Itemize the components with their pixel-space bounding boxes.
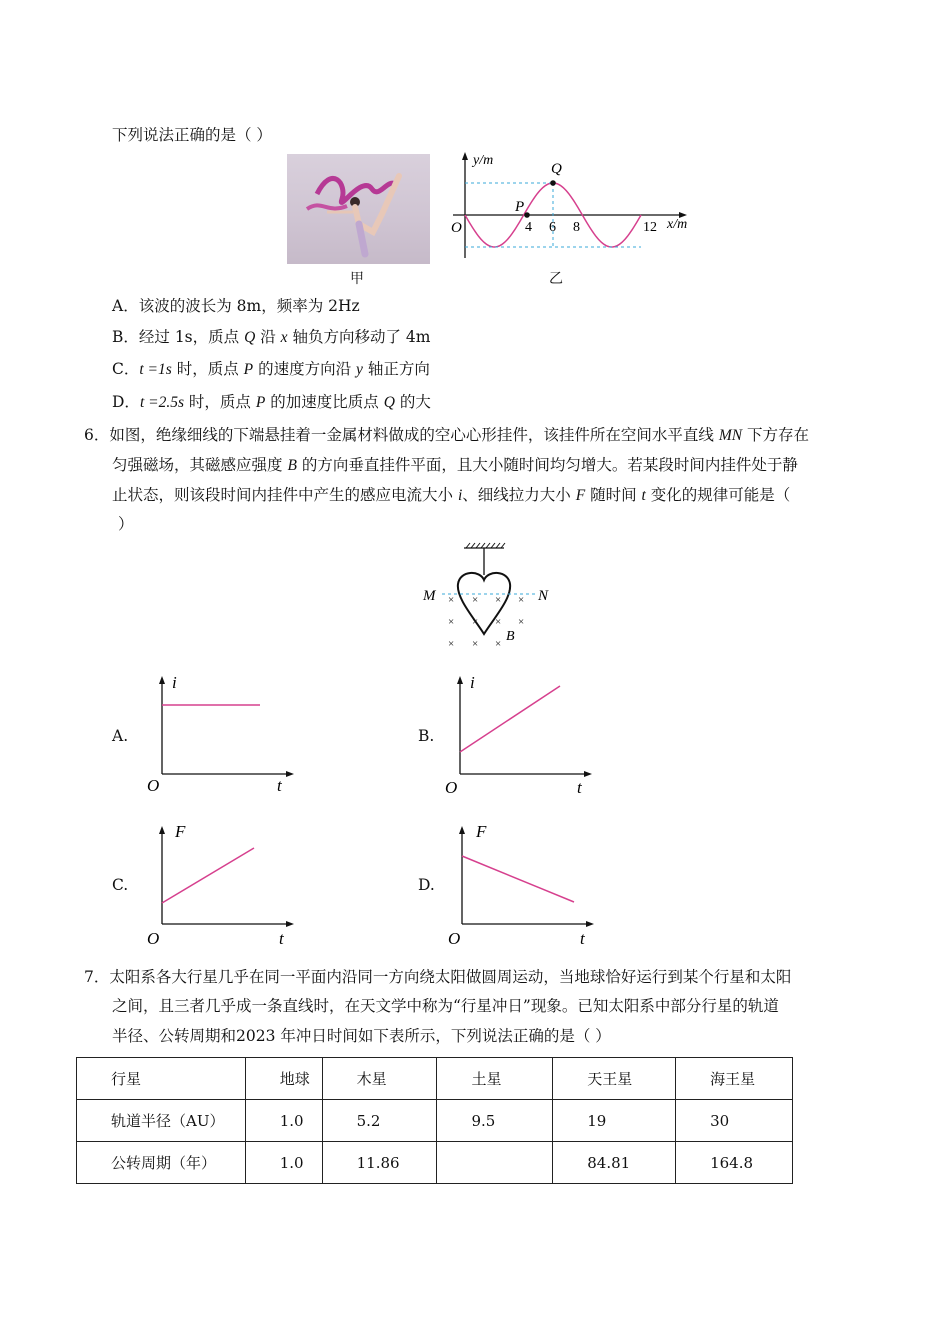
field-cross: × (472, 594, 479, 606)
q7-line3: 半径、公转周期和2023 年冲日时间如下表所示，下列说法正确的是（ ） (112, 1027, 611, 1045)
q6-option-a-letter: A. (112, 727, 129, 745)
table-cell: 轨道半径（AU） (77, 1100, 246, 1142)
field-cross: × (472, 638, 479, 650)
heart-pendant (458, 573, 510, 634)
table-cell: 19 (553, 1100, 676, 1142)
y-axis-label: i (470, 673, 475, 692)
field-cross: × (448, 616, 455, 628)
table-row (77, 1100, 793, 1142)
heart-pendant-figure (418, 540, 558, 655)
origin-label: O (147, 776, 160, 795)
tick-12: 12 (643, 220, 657, 235)
field-cross: × (472, 616, 479, 628)
q6-option-a-graph (140, 670, 300, 800)
tick-4: 4 (525, 220, 532, 235)
table-cell: 11.86 (322, 1142, 437, 1184)
graph-line (460, 686, 560, 752)
table-cell: 84.81 (553, 1142, 676, 1184)
point-p (524, 212, 530, 218)
q5-stem: 下列说法正确的是（ ） (112, 126, 272, 144)
origin-label: O (448, 929, 461, 948)
p-label: P (515, 199, 525, 215)
field-cross: × (518, 594, 525, 606)
table-header-cell: 海王星 (676, 1058, 793, 1100)
tick-6: 6 (549, 220, 556, 235)
field-cross: × (518, 616, 525, 628)
table-cell: 9.5 (437, 1100, 553, 1142)
q6-option-d-graph (440, 820, 600, 950)
q5-option-b: B．经过 1s，质点 Q 沿 x 轴负方向移动了 4m (112, 328, 431, 346)
y-axis-label: F (476, 822, 487, 841)
q6-option-c-letter: C. (112, 876, 129, 894)
table-cell: 公转周期（年） (77, 1142, 246, 1184)
graph-line (462, 856, 574, 902)
planet-table (76, 1057, 793, 1184)
y-axis-label: i (172, 673, 177, 692)
table-header-cell: 土星 (437, 1058, 553, 1100)
q5-option-a: A．该波的波长为 8m，频率为 2Hz (112, 297, 360, 315)
q6-option-b-graph (438, 670, 598, 800)
field-cross: × (448, 594, 455, 606)
x-axis-label: t (580, 929, 585, 948)
q-label: Q (551, 161, 562, 177)
field-cross: × (448, 638, 455, 650)
table-cell: 30 (676, 1100, 793, 1142)
q6-line4: ） (118, 515, 134, 533)
table-header-cell: 行星 (77, 1058, 246, 1100)
table-header-cell: 地球 (245, 1058, 322, 1100)
q5-option-d: D．t =2.5s 时，质点 P 的加速度比质点 Q 的大 (112, 393, 431, 411)
origin-label: O (445, 778, 458, 797)
x-axis-label: t (277, 776, 282, 795)
n-label: N (538, 588, 549, 604)
graph-line (162, 848, 254, 903)
table-row (77, 1142, 793, 1184)
q6-option-b-letter: B. (418, 727, 435, 745)
gymnast-illustration (287, 154, 430, 264)
q7-line2: 之间，且三者几乎成一条直线时，在天文学中称为“行星冲日”现象。已知太阳系中部分行星的轨道 (112, 997, 779, 1015)
table-cell: 5.2 (322, 1100, 437, 1142)
wave-graph (445, 148, 705, 268)
x-axis-label: t (279, 929, 284, 948)
y-axis-label: F (175, 822, 186, 841)
gymnast-photo (287, 154, 430, 264)
b-label: B (506, 629, 515, 644)
fig-yi-caption: 乙 (549, 271, 563, 287)
q6-line3: 止状态，则该段时间内挂件中产生的感应电流大小 i、细线拉力大小 F 随时间 t 变化的规律可能是（ (112, 486, 791, 504)
table-cell: 1.0 (245, 1100, 322, 1142)
table-cell: 1.0 (245, 1142, 322, 1184)
table-header-row (77, 1058, 793, 1100)
q6-option-d-letter: D. (418, 876, 435, 894)
field-cross: × (495, 594, 502, 606)
q6-option-c-graph (140, 820, 300, 950)
field-cross: × (495, 616, 502, 628)
table-cell (437, 1142, 553, 1184)
point-q (550, 180, 556, 186)
tick-8: 8 (573, 220, 580, 235)
origin-label: O (451, 220, 462, 236)
q5-option-c: C．t =1s 时，质点 P 的速度方向沿 y 轴正方向 (112, 360, 430, 378)
m-label: M (423, 588, 436, 604)
field-cross: × (495, 638, 502, 650)
x-axis-label: x/m (667, 217, 688, 232)
table-header-cell: 天王星 (553, 1058, 676, 1100)
x-axis-label: t (577, 778, 582, 797)
y-axis-label: y/m (473, 153, 494, 168)
fig-jia-caption: 甲 (350, 271, 364, 287)
q7-line1: 7．太阳系各大行星几乎在同一平面内沿同一方向绕太阳做圆周运动，当地球恰好运行到某个行星和太阳 (84, 968, 792, 986)
table-cell: 164.8 (676, 1142, 793, 1184)
origin-label: O (147, 929, 160, 948)
q6-line2: 匀强磁场，其磁感应强度 B 的方向垂直挂件平面，且大小随时间均匀增大。若某段时间内挂件处于静 (112, 456, 798, 474)
q6-line1: 6．如图，绝缘细线的下端悬挂着一金属材料做成的空心心形挂件，该挂件所在空间水平直线 MN 下方存在 (84, 426, 809, 444)
table-header-cell: 木星 (322, 1058, 437, 1100)
